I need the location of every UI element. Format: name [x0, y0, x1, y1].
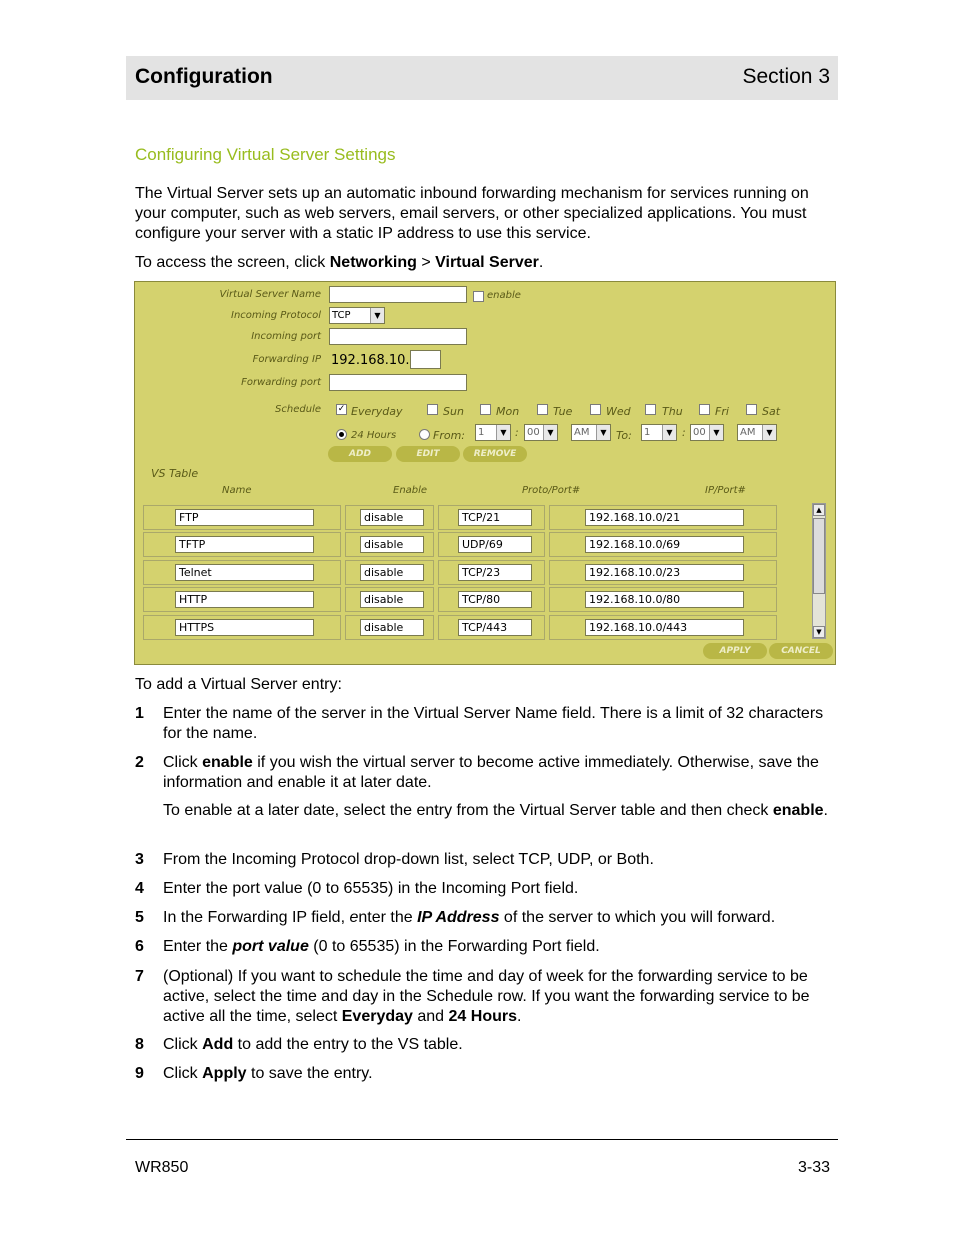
table-row[interactable]: [143, 587, 777, 612]
hours24-label: 24 Hours: [351, 430, 397, 441]
step-text-bold: Add: [202, 1036, 234, 1053]
step-text: [163, 908, 835, 928]
row-ip-input[interactable]: 192.168.10.0/443: [585, 619, 744, 636]
table-row[interactable]: [143, 505, 777, 530]
step-number: 7: [135, 968, 144, 985]
to-label: To:: [616, 429, 632, 442]
step-text-part: To enable at a later date, select the entry from the Virtual Server table and then check: [163, 802, 773, 819]
label-virtual-server-name: Virtual Server Name: [219, 289, 321, 300]
add-intro: To add a Virtual Server entry:: [135, 676, 342, 693]
step-text-bold-italic: IP Address: [417, 909, 500, 926]
chevron-down-icon: ▼: [709, 425, 723, 440]
enable-checkbox[interactable]: [473, 291, 484, 302]
step-text-bold: enable: [772, 802, 824, 819]
step-text-part: (0 to 65535) in the Forwarding Port field.: [308, 938, 600, 955]
step-number: 5: [135, 909, 144, 926]
hours24-radio[interactable]: [336, 429, 347, 440]
cell-name: [143, 587, 341, 612]
row-name-input[interactable]: Telnet: [175, 564, 314, 581]
col-name-header: Name: [222, 485, 252, 496]
day-mon-checkbox[interactable]: [480, 404, 491, 415]
cell-ip: [549, 532, 777, 557]
day-tue-checkbox[interactable]: [537, 404, 548, 415]
chevron-down-icon: ▼: [596, 425, 610, 440]
cell-name: [143, 532, 341, 557]
vs-table-title: VS Table: [151, 467, 199, 480]
day-wed-label: Wed: [606, 405, 631, 418]
step-text-part: .: [516, 1008, 522, 1025]
day-sat-label: Sat: [762, 405, 781, 418]
step-number: 4: [135, 880, 144, 897]
cell-proto: [438, 560, 545, 585]
step-number: 2: [135, 754, 144, 771]
step-text: Enter the port value (0 to 65535) in the Incoming Port field.: [163, 880, 579, 897]
cell-proto: [438, 532, 545, 557]
to-hour-value: 1: [644, 427, 651, 438]
row-enable-input[interactable]: disable: [360, 509, 424, 526]
scroll-thumb[interactable]: [813, 518, 825, 594]
forwarding-ip-input[interactable]: [410, 350, 441, 369]
footer-model: WR850: [135, 1159, 189, 1176]
row-enable-input[interactable]: disable: [360, 591, 424, 608]
day-thu-label: Thu: [662, 405, 683, 418]
step-text-part: to save the entry.: [246, 1065, 373, 1082]
chapter-title: Configuration: [135, 65, 273, 88]
step-text-part: and: [412, 1008, 449, 1025]
cell-ip: [549, 505, 777, 530]
from-ampm-value: AM: [574, 427, 590, 438]
to-minute-value: 00: [693, 427, 706, 438]
step-text: [163, 801, 835, 821]
forwarding-port-input[interactable]: [329, 374, 467, 391]
step-text-part: of the server to which you will forward.: [499, 909, 776, 926]
step-text: [163, 1035, 835, 1055]
cell-ip: [549, 560, 777, 585]
to-colon: :: [682, 426, 686, 439]
cell-enable: [345, 560, 434, 585]
scroll-down-icon[interactable]: ▼: [813, 626, 825, 638]
access-paragraph: [135, 253, 825, 273]
row-enable-input[interactable]: disable: [360, 619, 424, 636]
virtual-server-screenshot: [134, 281, 836, 665]
cell-enable: [345, 587, 434, 612]
table-row[interactable]: [143, 532, 777, 557]
from-radio[interactable]: [419, 429, 430, 440]
day-wed-checkbox[interactable]: [590, 404, 601, 415]
col-ip-header: IP/Port#: [705, 485, 746, 496]
cell-enable: [345, 505, 434, 530]
from-ampm-select[interactable]: [571, 424, 611, 441]
chevron-down-icon: ▼: [496, 425, 510, 440]
label-forwarding-ip: Forwarding IP: [252, 354, 321, 365]
step-text-part: Click: [163, 754, 203, 771]
row-proto-input[interactable]: TCP/443: [458, 619, 532, 636]
row-enable-input[interactable]: disable: [360, 564, 424, 581]
scroll-up-icon[interactable]: ▲: [813, 504, 825, 516]
step-number: 9: [135, 1065, 144, 1082]
step-text: [163, 967, 835, 1027]
section-label: Section 3: [742, 65, 830, 88]
incoming-port-input[interactable]: [329, 328, 467, 345]
label-forwarding-port: Forwarding port: [241, 377, 321, 388]
cell-ip: [549, 587, 777, 612]
apply-button[interactable]: APPLY: [703, 643, 767, 659]
step-text-part: .: [823, 802, 828, 819]
cell-proto: [438, 505, 545, 530]
day-tue-label: Tue: [553, 405, 573, 418]
step-text-part: Click: [163, 1065, 203, 1082]
step-text-bold: Everyday: [341, 1008, 413, 1025]
table-row[interactable]: [143, 615, 777, 640]
cell-ip: [549, 615, 777, 640]
footer-divider: [126, 1139, 838, 1140]
row-ip-input[interactable]: 192.168.10.0/80: [585, 591, 744, 608]
step-text-bold: 24 Hours: [448, 1008, 517, 1025]
day-fri-label: Fri: [715, 405, 729, 418]
edit-button[interactable]: EDIT: [396, 446, 460, 462]
to-minute-select[interactable]: [690, 424, 724, 441]
label-schedule: Schedule: [275, 404, 321, 415]
from-minute-value: 00: [527, 427, 540, 438]
step-text-part: Click: [163, 1036, 203, 1053]
col-enable-header: Enable: [393, 485, 428, 496]
chevron-down-icon: ▼: [662, 425, 676, 440]
row-name-input[interactable]: HTTP: [175, 591, 314, 608]
step-text: From the Incoming Protocol drop-down list, select TCP, UDP, or Both.: [163, 851, 654, 868]
row-ip-input[interactable]: 192.168.10.0/23: [585, 564, 744, 581]
cell-enable: [345, 532, 434, 557]
chevron-down-icon: ▼: [543, 425, 557, 440]
row-ip-input[interactable]: 192.168.10.0/69: [585, 536, 744, 553]
day-thu-checkbox[interactable]: [645, 404, 656, 415]
from-hour-value: 1: [478, 427, 485, 438]
subheading: Configuring Virtual Server Settings: [135, 145, 396, 164]
access-suffix: .: [538, 254, 544, 271]
cell-name: [143, 560, 341, 585]
step-number: 6: [135, 938, 144, 955]
row-enable-input[interactable]: disable: [360, 536, 424, 553]
step-text-part: if you wish the virtual server to become active immediately. Otherwise, save the information and enable it at later date.: [163, 754, 819, 791]
intro-paragraph: The Virtual Server sets up an automatic inbound forwarding mechanism for services running on your computer, such as web servers, email servers, or other specialized applications. You must configure your server with a static IP address to use this service.: [135, 185, 809, 242]
cell-name: [143, 505, 341, 530]
step-text-part: (Optional) If you want to schedule the time and day of week for the forwarding service to be active, select the time and day in the Schedule row. If you want the forwarding service to be active all the time, select: [163, 968, 810, 1025]
to-ampm-select[interactable]: [737, 424, 777, 441]
day-sun-label: Sun: [443, 405, 464, 418]
from-label: From:: [433, 429, 466, 442]
enable-label: enable: [487, 290, 521, 301]
chevron-down-icon: ▼: [762, 425, 776, 440]
from-minute-select[interactable]: [524, 424, 558, 441]
everyday-label: Everyday: [351, 405, 403, 418]
step-text-part: nter the: [358, 909, 418, 926]
everyday-checkbox[interactable]: ✓: [337, 404, 346, 414]
cancel-button[interactable]: CANCEL: [769, 643, 833, 659]
from-hour-select[interactable]: [475, 424, 511, 441]
to-ampm-value: AM: [740, 427, 756, 438]
row-proto-input[interactable]: TCP/80: [458, 591, 532, 608]
access-prefix: To access the screen, click: [135, 254, 330, 271]
chevron-down-icon: ▼: [370, 308, 384, 323]
cell-enable: [345, 615, 434, 640]
step-number: 8: [135, 1036, 144, 1053]
label-incoming-port: Incoming port: [251, 331, 321, 342]
incoming-protocol-select[interactable]: [329, 307, 385, 324]
day-sun-checkbox[interactable]: [427, 404, 438, 415]
step-text-part: Enter the: [163, 938, 233, 955]
step-text-bold: enable: [202, 754, 253, 771]
access-menu-networking: Networking: [329, 254, 417, 271]
row-proto-input[interactable]: TCP/21: [458, 509, 532, 526]
forwarding-ip-prefix: 192.168.10.: [331, 353, 410, 368]
step-text-bold: Apply: [202, 1065, 247, 1082]
row-proto-input[interactable]: UDP/69: [458, 536, 532, 553]
table-row[interactable]: [143, 560, 777, 585]
day-sat-checkbox[interactable]: [746, 404, 757, 415]
cell-proto: [438, 587, 545, 612]
row-ip-input[interactable]: 192.168.10.0/21: [585, 509, 744, 526]
row-name-input[interactable]: HTTPS: [175, 619, 314, 636]
step-number: 1: [135, 705, 144, 722]
day-fri-checkbox[interactable]: [699, 404, 710, 415]
protocol-value: TCP: [332, 310, 351, 321]
virtual-server-name-input[interactable]: [329, 286, 467, 303]
label-incoming-protocol: Incoming Protocol: [231, 310, 321, 321]
from-colon: :: [515, 426, 519, 439]
to-hour-select[interactable]: [641, 424, 677, 441]
row-name-input[interactable]: TFTP: [175, 536, 314, 553]
step-number: 3: [135, 851, 144, 868]
access-separator: >: [416, 254, 436, 271]
row-name-input[interactable]: FTP: [175, 509, 314, 526]
step-text: [163, 937, 835, 957]
remove-button[interactable]: REMOVE: [463, 446, 527, 462]
step-text-italic: e: [349, 909, 359, 926]
step-text-part: to add the entry to the VS table.: [233, 1036, 463, 1053]
step-text: [163, 753, 835, 793]
cell-proto: [438, 615, 545, 640]
access-menu-virtual-server: Virtual Server: [435, 254, 539, 271]
add-button[interactable]: ADD: [328, 446, 392, 462]
step-text: Enter the name of the server in the Virtual Server Name field. There is a limit of 32 characters for the name.: [163, 705, 824, 742]
step-text-bold-italic: port value: [232, 938, 309, 955]
col-proto-header: Proto/Port#: [522, 485, 581, 496]
cell-name: [143, 615, 341, 640]
footer-page-number: 3-33: [797, 1159, 830, 1176]
step-text: [163, 1064, 835, 1084]
row-proto-input[interactable]: TCP/23: [458, 564, 532, 581]
table-scrollbar[interactable]: [812, 503, 826, 639]
day-mon-label: Mon: [496, 405, 520, 418]
step-text-part: In the Forwarding IP field,: [163, 909, 350, 926]
